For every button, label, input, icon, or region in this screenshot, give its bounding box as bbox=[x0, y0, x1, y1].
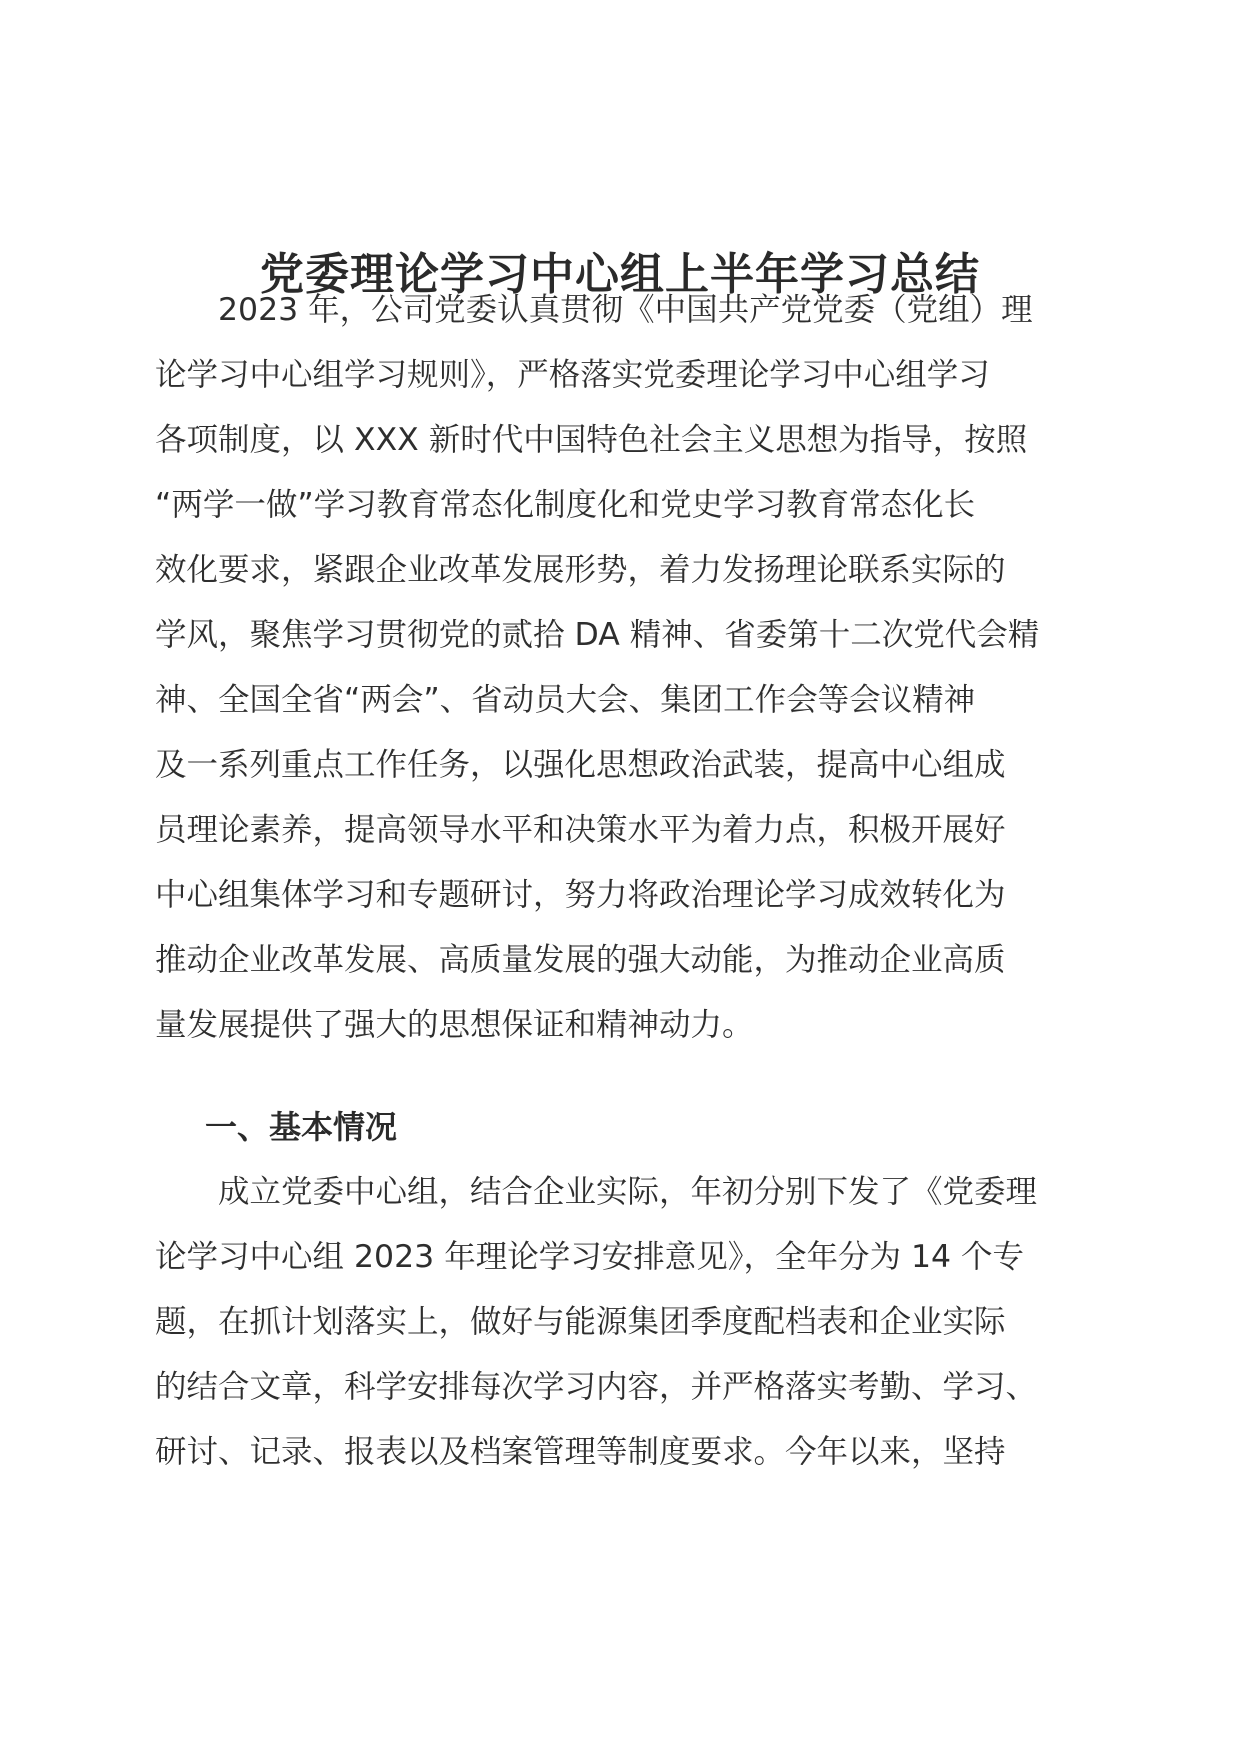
paragraph-line: 学风，聚焦学习贯彻党的贰拾 DA 精神、省委第十二次党代会精 bbox=[155, 617, 1040, 653]
paragraph-line: 论学习中心组 2023 年理论学习安排意见》，全年分为 14 个专 bbox=[155, 1239, 1025, 1275]
paragraph-line: 中心组集体学习和专题研讨，努力将政治理论学习成效转化为 bbox=[155, 877, 1006, 913]
paragraph-line: 量发展提供了强大的思想保证和精神动力。 bbox=[155, 1007, 754, 1043]
paragraph-line: 题，在抓计划落实上，做好与能源集团季度配档表和企业实际 bbox=[155, 1304, 1006, 1340]
paragraph-line: 员理论素养，提高领导水平和决策水平为着力点，积极开展好 bbox=[155, 812, 1006, 848]
paragraph-line: 论学习中心组学习规则》，严格落实党委理论学习中心组学习 bbox=[155, 357, 990, 393]
paragraph-line: 神、全国全省“两会”、省动员大会、集团工作会等会议精神 bbox=[155, 682, 976, 718]
section-heading: 一、基本情况 bbox=[205, 1108, 398, 1146]
paragraph-line: “两学一做”学习教育常态化制度化和党史学习教育常态化长 bbox=[155, 487, 976, 523]
basic-situation-paragraph bbox=[155, 1160, 1085, 1485]
paragraph-line: 效化要求，紧跟企业改革发展形势，着力发扬理论联系实际的 bbox=[155, 552, 1006, 588]
paragraph-line: 2023 年，公司党委认真贯彻《中国共产党党委（党组）理 bbox=[155, 292, 1033, 328]
paragraph-line: 的结合文章，科学安排每次学习内容，并严格落实考勤、学习、 bbox=[155, 1369, 1038, 1405]
paragraph-line: 成立党委中心组，结合企业实际，年初分别下发了《党委理 bbox=[155, 1174, 1038, 1210]
paragraph-line: 及一系列重点工作任务，以强化思想政治武装，提高中心组成 bbox=[155, 747, 1006, 783]
intro-paragraph bbox=[155, 278, 1085, 1058]
paragraph-line: 各项制度，以 XXX 新时代中国特色社会主义思想为指导，按照 bbox=[155, 422, 1028, 458]
document-title: 党委理论学习中心组上半年学习总结 bbox=[260, 249, 980, 300]
paragraph-line: 推动企业改革发展、高质量发展的强大动能，为推动企业高质 bbox=[155, 942, 1006, 978]
paragraph-line: 研讨、记录、报表以及档案管理等制度要求。今年以来，坚持 bbox=[155, 1434, 1006, 1470]
